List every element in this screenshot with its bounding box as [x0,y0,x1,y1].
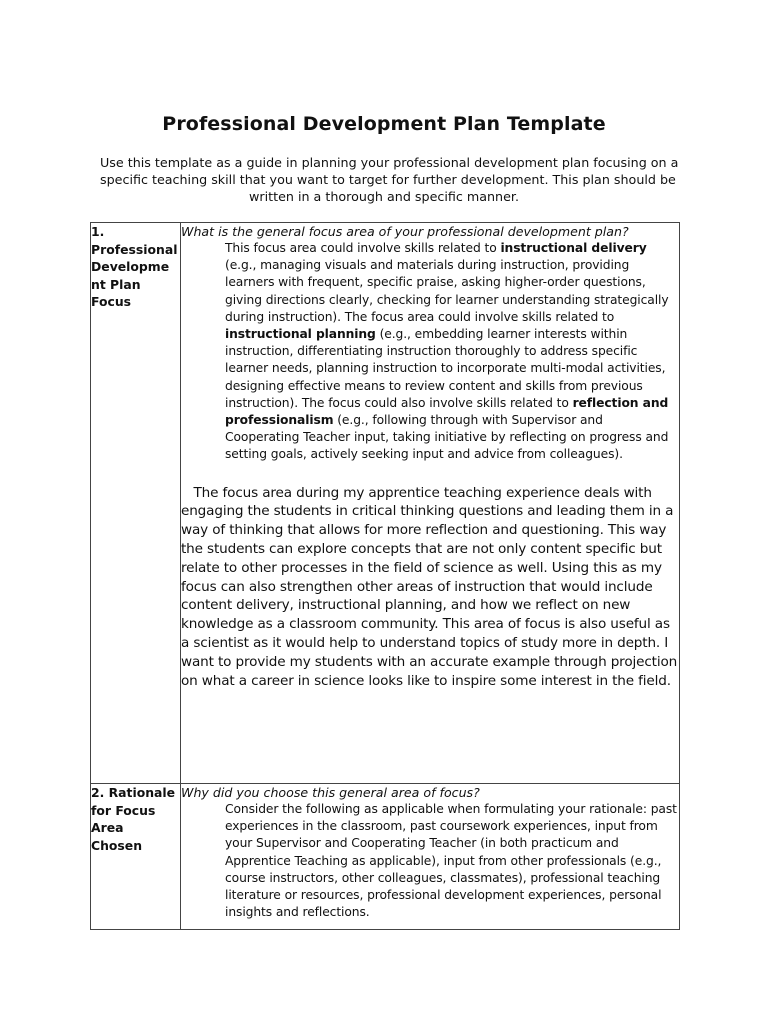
focus-guidance [225,240,679,464]
response-line: The focus area during my apprentice teaching experience deals with [181,484,652,501]
response-line: content delivery, instructional planning, and how we reflect on new [181,597,631,614]
intro-line: written in a thorough and specific manner. [249,189,519,204]
focus-response [181,484,679,691]
guidance-text: (e.g., embedding learner interests within instruction, differentiating instruction thoroughly to address specific learner needs, planning instruction to incorporate multi-modal activities, designing effective means to review content and skills from previous instruction). The focus could also involve skills related to [225,327,666,410]
response-line: on what a career in science looks like to inspire some interest in the field. [181,672,671,689]
intro-line: specific teaching skill that you want to target for further development. This plan should be [100,172,676,187]
response-line: a scientist as it would help to understand topics of study more in depth. I [181,635,669,652]
row-label-line: 1. [91,224,105,239]
response-line: focus can also strengthen other areas of instruction that would include [181,578,653,595]
response-line: the students can explore concepts that are not only content specific but [181,541,662,558]
guidance-emphasis-instructional-delivery: instructional delivery [500,241,647,255]
focus-question: What is the general focus area of your professional development plan? [181,224,629,239]
intro-paragraph [100,154,679,205]
row-content-focus [181,223,680,784]
plan-table [90,222,680,930]
guidance-emphasis-instructional-planning: instructional planning [225,327,376,342]
row-label-line: Professional [91,241,178,257]
response-line: relate to other processes in the field of science as well. Using this as my [181,559,662,576]
response-line: way of thinking that allows for more reflection and questioning. This way [181,522,667,539]
table-row-rationale [91,784,680,930]
guidance-text: (e.g., following through with Supervisor and Cooperating Teacher input, taking initiative by reflecting on progress and setting goals, actively seeking input and advice from colleagues). [225,413,669,462]
row-label-focus [91,223,181,784]
rationale-guidance: Consider the following as applicable when formulating your rationale: past experiences in the classroom, past coursework experiences, input from your Supervisor and Cooperating Teacher (in both practicum and Apprentice Teaching as applicable), input from other professionals (e.g., course instructors, other colleagues, classmates), professional teaching literature or resources, professional development experiences, personal insights and reflections. [225,802,677,920]
response-line: knowledge as a classroom community. This area of focus is also useful as [181,616,670,633]
row-label-line: Chosen [91,837,143,853]
guidance-text: (e.g., managing visuals and materials during instruction, providing learners with frequent, specific praise, asking higher-order questions, giving directions clearly, checking for learner understanding strategically during instruction). The focus area could involve skills related to [225,258,669,324]
row-label-line: for Focus [91,802,156,818]
document-title: Professional Development Plan Template [162,113,606,135]
row-label-line: Focus [91,294,132,309]
row-label-line: Area [91,820,124,835]
table-row-focus [91,223,680,784]
row-label-line: 2. Rationale [91,785,176,800]
intro-line: Use this template as a guide in planning your professional development plan focusing on a [100,155,679,170]
rationale-question: Why did you choose this general area of focus? [181,785,480,800]
row-label-line: Developme [91,259,170,274]
guidance-emphasis-reflection-professionalism: reflection and professionalism [225,395,669,428]
row-label-rationale [91,784,181,930]
guidance-text: This focus area could involve skills related to [225,241,501,255]
response-line: want to provide my students with an accurate example through projection [181,653,678,670]
row-label-line: nt Plan [91,276,141,292]
row-content-rationale [181,784,680,930]
response-line: engaging the students in critical thinking questions and leading them in a [181,503,674,520]
